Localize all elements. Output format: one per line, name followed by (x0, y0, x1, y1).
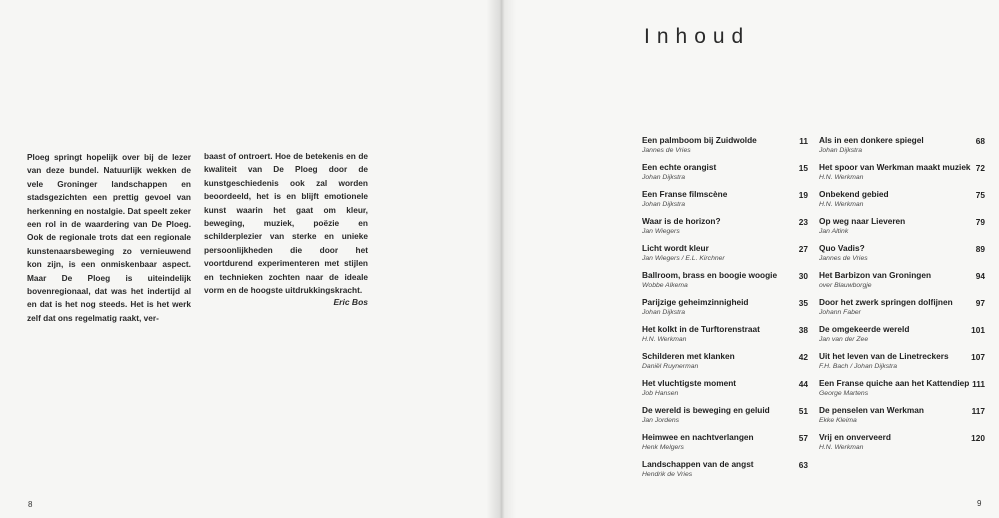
toc-entry (819, 162, 985, 189)
toc-entry-author: Johan Dijkstra (642, 201, 686, 208)
toc-entry-page: 35 (798, 298, 808, 308)
toc-entry-author: Wobbe Alkema (642, 282, 688, 289)
toc-entry-author: Johan Dijkstra (819, 147, 863, 154)
toc-entry-title: Als in een donkere spiegel (819, 135, 924, 145)
toc-entry-author: Jan Wiegers / E.L. Kirchner (642, 255, 725, 262)
toc-entry-author: Jan Altink (819, 228, 849, 235)
toc-entry-page: 11 (799, 136, 808, 146)
toc-entry-title: Waar is de horizon? (642, 216, 721, 226)
toc-entry (819, 243, 985, 270)
toc-entry-page: 75 (975, 190, 985, 200)
toc-entry-author: George Martens (819, 390, 869, 397)
toc-entry (642, 135, 808, 162)
toc-entry-page: 44 (798, 379, 808, 389)
toc-entry-author: Hendrik de Vries (642, 471, 693, 478)
toc-entry (819, 135, 985, 162)
toc-entry-page: 97 (975, 298, 985, 308)
toc-entry-author: Johan Dijkstra (642, 174, 686, 181)
toc-entry-title: Ballroom, brass en boogie woogie (642, 270, 778, 280)
toc-entry-page: 68 (975, 136, 985, 146)
toc-entry-page: 27 (798, 244, 808, 254)
toc-entry-page: 57 (798, 433, 808, 443)
toc-entry-title: Uit het leven van de Linetreckers (819, 351, 949, 361)
toc-entry-title: Onbekend gebied (819, 189, 889, 199)
toc-entry (642, 189, 808, 216)
toc-entry-author: Jan Jordens (642, 417, 680, 424)
toc-entry-title: Het kolkt in de Turftorenstraat (642, 324, 760, 334)
toc-entry-page: 63 (798, 460, 808, 470)
toc-entry-title: De wereld is beweging en geluid (642, 405, 770, 415)
toc-column-right (819, 135, 985, 459)
toc-entry-author: Jan van der Zee (819, 336, 869, 343)
toc-entry-author: over Blauwborgje (819, 282, 872, 289)
toc-entry-page: 79 (975, 217, 985, 227)
toc-entry-title: Het vluchtigste moment (642, 378, 737, 388)
toc-entry (642, 162, 808, 189)
toc-entry (642, 459, 808, 486)
toc-entry-page: 72 (975, 163, 985, 173)
toc-entry-author: Jan Wiegers (642, 228, 680, 235)
toc-entry (642, 351, 808, 378)
toc-entry (642, 270, 808, 297)
page-number-right: 9 (977, 499, 982, 508)
toc-entry-author: H.N. Werkman (819, 201, 864, 208)
toc-entry-author: H.N. Werkman (642, 336, 687, 343)
toc-entry-title: Op weg naar Lieveren (819, 216, 906, 226)
toc-entry-page: 89 (975, 244, 985, 254)
author-signature: Eric Bos (333, 297, 368, 307)
toc-entry-title: De penselen van Werkman (819, 405, 924, 415)
toc-entry (642, 324, 808, 351)
toc-entry-author: Ekke Kleima (819, 417, 857, 424)
toc-entry-author: Daniël Ruynerman (642, 363, 699, 370)
toc-entry-page: 15 (798, 163, 808, 173)
toc-entry (642, 297, 808, 324)
toc-column-left (642, 135, 808, 486)
toc-entry-page: 19 (798, 190, 808, 200)
toc-entry-title: Een palmboom bij Zuidwolde (642, 135, 757, 145)
toc-entry-title: Schilderen met klanken (642, 351, 735, 361)
toc-entry-title: Quo Vadis? (819, 243, 865, 253)
toc-entry-title: Landschappen van de angst (642, 459, 754, 469)
toc-entry (642, 405, 808, 432)
toc-entry (819, 351, 985, 378)
toc-entry-author: Johann Faber (819, 309, 861, 316)
toc-entry-page: 23 (798, 217, 808, 227)
toc-entry-author: Johan Dijkstra (642, 309, 686, 316)
toc-entry-page: 30 (798, 271, 808, 281)
body-paragraph-2: baast of ontroert. Hoe de betekenis en de kwaliteit van De Ploeg door de kunstgeschiedenis ook zal worden beoordeeld, het is en blijft emotionele kunst waarin het gaat om kleur, beweging, muziek, poëzie en schilderplezier van sterke en unieke persoonlijkheden die door het voortdurend experimenteren met stijlen en technieken zochten naar de ideale vorm en de hoogste uitdrukkingskracht. (204, 151, 368, 296)
toc-entry-author: H.N. Werkman (819, 444, 864, 451)
toc-entry-title: Vrij en onverveerd (819, 432, 891, 442)
toc-entry (819, 405, 985, 432)
toc-entry-page: 94 (975, 271, 985, 281)
body-text-column-2 (204, 150, 368, 297)
toc-entry (819, 297, 985, 324)
toc-entry-title: Door het zwerk springen dolfijnen (819, 297, 953, 307)
toc-entry-page: 107 (971, 352, 985, 362)
toc-heading: Inhoud (644, 25, 751, 48)
toc-entry (819, 432, 985, 459)
toc-entry-page: 111 (972, 379, 985, 389)
toc-entry-page: 38 (798, 325, 808, 335)
toc-entry-title: De omgekeerde wereld (819, 324, 910, 334)
toc-entry (642, 243, 808, 270)
body-text-column-1 (27, 151, 191, 325)
toc-entry-page: 42 (798, 352, 808, 362)
toc-entry-author: F.H. Bach / Johan Dijkstra (819, 363, 898, 370)
toc-entry-title: Het Barbizon van Groningen (819, 270, 932, 280)
toc-entry-author: H.N. Werkman (819, 174, 864, 181)
toc-entry-author: Jannes de Vries (642, 147, 691, 154)
toc-entry (642, 378, 808, 405)
toc-entry-title: Een Franse filmscène (642, 189, 728, 199)
toc-entry (819, 270, 985, 297)
toc-entry (642, 432, 808, 459)
toc-entry (819, 324, 985, 351)
toc-entry-title: Een echte orangist (642, 162, 717, 172)
toc-entry-author: Henk Melgers (642, 444, 684, 451)
book-gutter (486, 0, 516, 518)
toc-entry (819, 189, 985, 216)
toc-entry-title: Heimwee en nachtverlangen (642, 432, 754, 442)
toc-entry-title: Een Franse quiche aan het Kattendiep (819, 378, 970, 388)
toc-entry (819, 216, 985, 243)
toc-entry-page: 101 (971, 325, 985, 335)
toc-entry-page: 51 (798, 406, 808, 416)
toc-entry-page: 120 (971, 433, 985, 443)
toc-entry-title: Het spoor van Werkman maakt muziek (819, 162, 971, 172)
toc-entry (642, 216, 808, 243)
toc-entry-title: Licht wordt kleur (642, 243, 709, 253)
page-number-left: 8 (28, 500, 33, 509)
toc-entry-author: Job Hansen (642, 390, 679, 397)
toc-entry-author: Jannes de Vries (819, 255, 868, 262)
toc-entry-title: Parijzige geheimzinnigheid (642, 297, 749, 307)
toc-entry-page: 117 (971, 406, 985, 416)
toc-entry (819, 378, 985, 405)
body-paragraph-1: Ploeg springt hopelijk over bij de lezer van deze bundel. Natuurlijk wekken de vele Groninger landschappen en stadsgezichten een prettig gevoel van herkenning en nostalgie. Dat speelt zeker een rol in de waardering van De Ploeg. Ook de regionale trots dat een regionale kunstenaarsbeweging zo vernieuwend kon zijn, is een onmiskenbaar aspect. Maar De Ploeg is uiteindelijk bovenregionaal, dat was het indertijd al en dat is het nog steeds. Het is het werk zelf dat ons regelmatig raakt, ver- (27, 152, 191, 323)
